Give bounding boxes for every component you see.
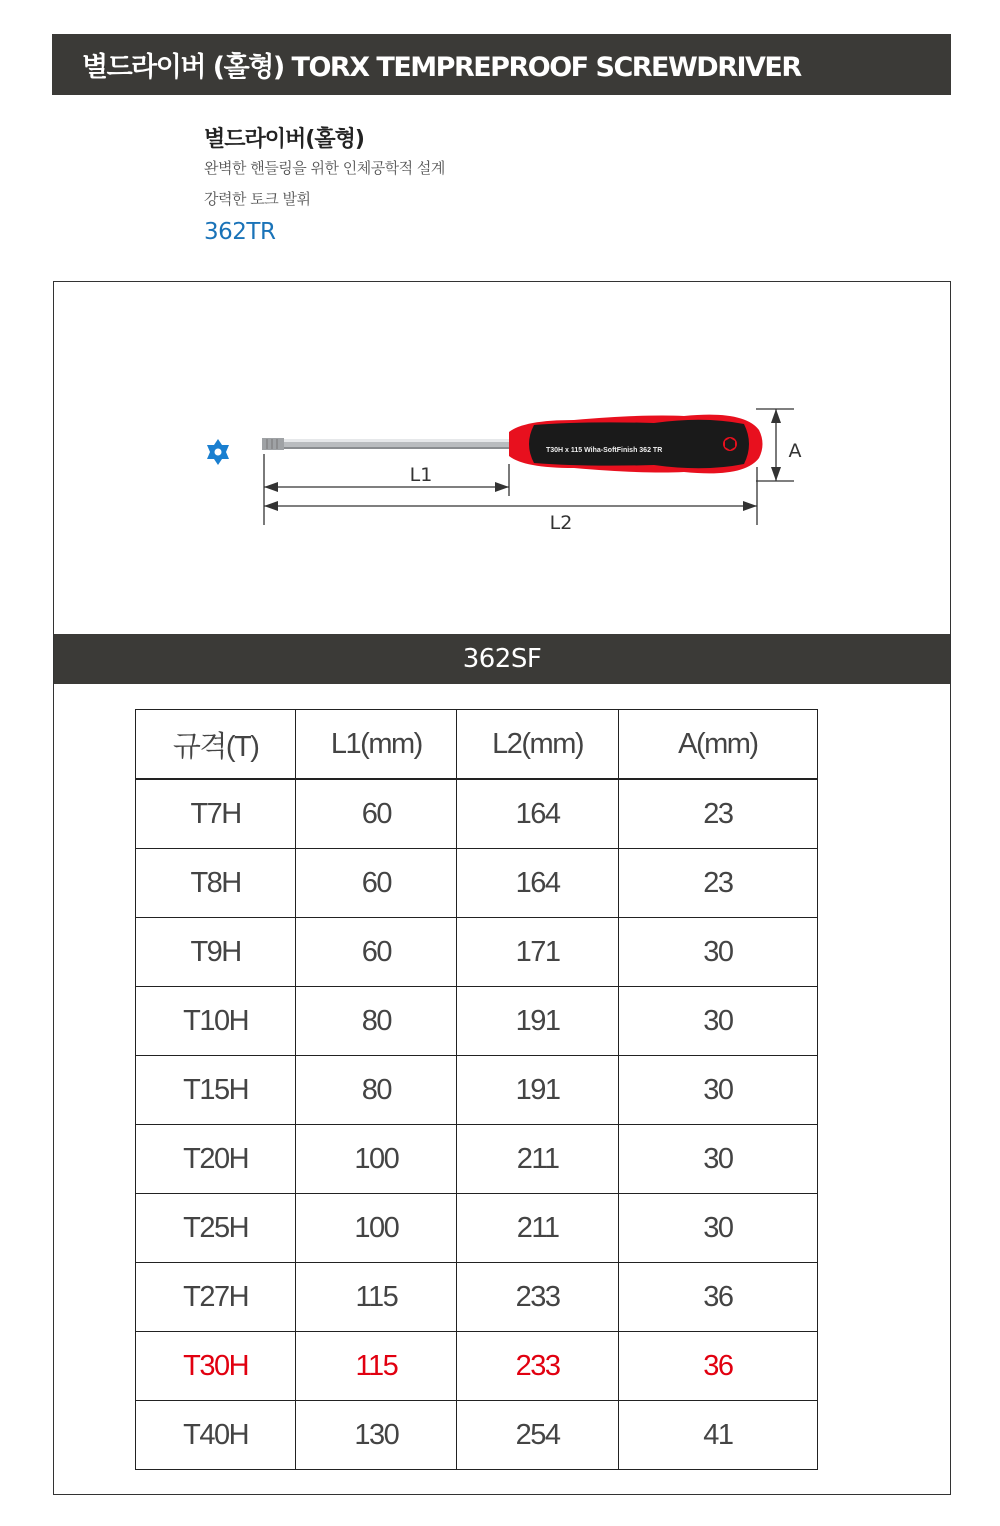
product-name: 별드라이버(홀형): [204, 127, 364, 152]
cell-l2: 171: [457, 918, 618, 987]
cell-a: 30: [618, 1194, 817, 1263]
cell-l2: 233: [457, 1263, 618, 1332]
cell-l1: 60: [296, 779, 457, 849]
cell-size: T27H: [136, 1263, 296, 1332]
table-header-row: [136, 710, 818, 780]
cell-l1: 130: [296, 1401, 457, 1470]
handle-print-text: T30H x 115 Wiha-SoftFinish 362 TR: [546, 447, 663, 454]
cell-l2: 191: [457, 987, 618, 1056]
screwdriver-diagram: [54, 282, 950, 634]
col-header-size: 규격(T): [136, 710, 296, 780]
cell-size: T10H: [136, 987, 296, 1056]
col-header-a: A(mm): [618, 710, 817, 780]
table-row: [136, 1194, 818, 1263]
cell-l1: 115: [296, 1263, 457, 1332]
cell-l1: 80: [296, 1056, 457, 1125]
cell-a: 30: [618, 987, 817, 1056]
table-row: [136, 918, 818, 987]
col-header-l2: L2(mm): [457, 710, 618, 780]
dim-label-a: A: [788, 440, 802, 462]
cell-l1: 80: [296, 987, 457, 1056]
dim-label-l1: L1: [409, 464, 433, 486]
col-header-l1: L1(mm): [296, 710, 457, 780]
cell-a: 30: [618, 1056, 817, 1125]
cell-l1: 115: [296, 1332, 457, 1401]
cell-l1: 100: [296, 1194, 457, 1263]
cell-l2: 191: [457, 1056, 618, 1125]
page-title-banner: [52, 34, 951, 95]
cell-l2: 254: [457, 1401, 618, 1470]
cell-l2: 164: [457, 849, 618, 918]
cell-size: T9H: [136, 918, 296, 987]
cell-a: 23: [618, 779, 817, 849]
dim-label-l2: L2: [549, 512, 573, 534]
banner-title: 별드라이버 (홀형) TORX TEMPREPROOF SCREWDRIVER: [82, 52, 801, 83]
table-row: [136, 1125, 818, 1194]
table-row: [136, 987, 818, 1056]
table-row: [136, 849, 818, 918]
cell-size: T8H: [136, 849, 296, 918]
table-row: [136, 1056, 818, 1125]
cell-size: T30H: [136, 1332, 296, 1401]
cell-l2: 211: [457, 1125, 618, 1194]
cell-a: 41: [618, 1401, 817, 1470]
cell-a: 30: [618, 918, 817, 987]
cell-l1: 60: [296, 849, 457, 918]
star-hex-icon: [207, 439, 229, 465]
cell-size: T40H: [136, 1401, 296, 1470]
screwdriver-shaft: [262, 438, 514, 450]
spec-table: [135, 709, 818, 1470]
model-section-bar: [54, 634, 950, 684]
cell-a: 36: [618, 1332, 817, 1401]
section-title: 362SF: [462, 644, 542, 674]
cell-a: 23: [618, 849, 817, 918]
model-number: 362TR: [204, 219, 276, 245]
cell-l2: 164: [457, 779, 618, 849]
product-spec-frame: [53, 281, 951, 1495]
cell-size: T25H: [136, 1194, 296, 1263]
table-row: [136, 1401, 818, 1470]
cell-l2: 211: [457, 1194, 618, 1263]
cell-a: 36: [618, 1263, 817, 1332]
cell-size: T20H: [136, 1125, 296, 1194]
screwdriver-handle: [509, 415, 763, 474]
table-row: [136, 779, 818, 849]
feature-2: 강력한 토크 발휘: [204, 190, 311, 208]
cell-size: T7H: [136, 779, 296, 849]
cell-l1: 60: [296, 918, 457, 987]
cell-a: 30: [618, 1125, 817, 1194]
cell-l1: 100: [296, 1125, 457, 1194]
table-row: [136, 1263, 818, 1332]
table-row: [136, 1332, 818, 1401]
cell-l2: 233: [457, 1332, 618, 1401]
feature-1: 완벽한 핸들링을 위한 인체공학적 설계: [204, 159, 445, 177]
cell-size: T15H: [136, 1056, 296, 1125]
